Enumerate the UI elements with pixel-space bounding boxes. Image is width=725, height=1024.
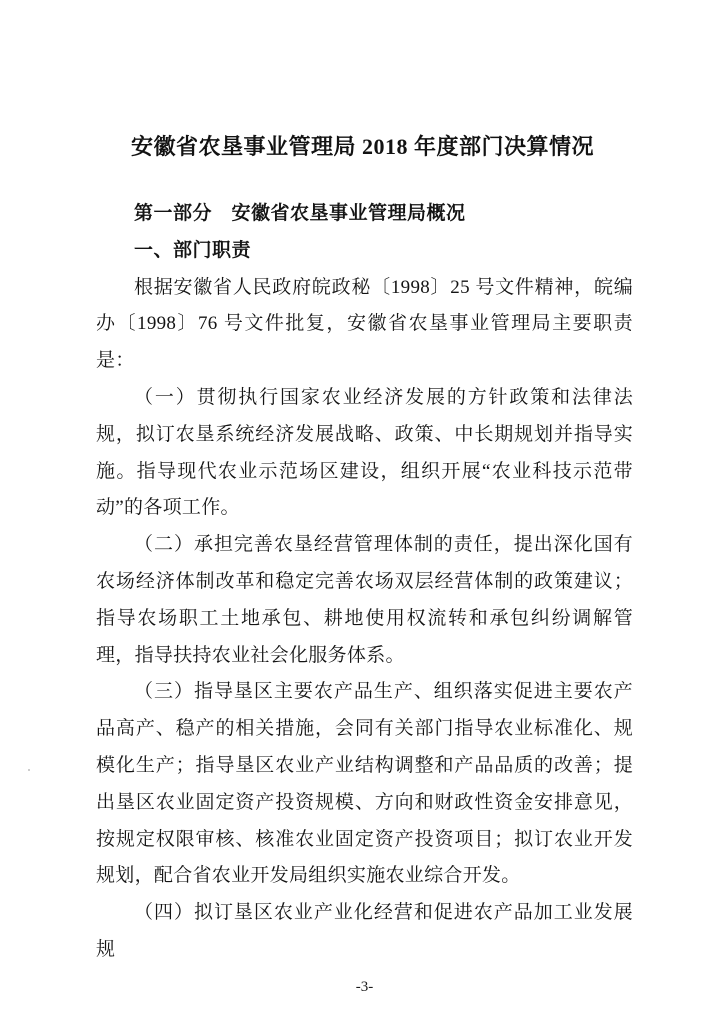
paragraph-duty-4-partial: （四）拟订垦区农业产业化经营和促进农产品加工业发展规 (96, 902, 633, 960)
section-heading: 第一部分 安徽省农垦事业管理局概况 (134, 203, 466, 224)
paragraph-intro: 根据安徽省人民政府皖政秘〔1998〕25 号文件精神，皖编办〔1998〕76 号文件批复，安徽省农垦事业管理局主要职责是： (96, 276, 633, 372)
document-body (0, 196, 725, 1006)
paragraph-duty-2: （二）承担完善农垦经营管理体制的责任，提出深化国有农场经济体制改革和稳定完善农场双层经营体制的政策建议；指导农场职工土地承包、耕地使用权流转和承包纠纷调解管理，指导扶持农业社会化服务体系。 (96, 534, 633, 666)
scan-artifact-speck (28, 769, 30, 771)
subsection-heading: 一、部门职责 (134, 239, 252, 261)
paragraph-duty-1: （一）贯彻执行国家农业经济发展的方针政策和法律法规，拟订农垦系统经济发展战略、政策、中长期规划并指导实施。指导现代农业示范场区建设，组织开展“农业科技示范带动”的各项工作。 (96, 386, 633, 519)
paragraph-duty-3: （三）指导垦区主要农产品生产、组织落实促进主要农产品高产、稳产的相关措施，会同有关部门指导农业标准化、规模化生产；指导垦区农业产业结构调整和产品品质的改善；提出垦区农业固定资产投资规模、方向和财政性资金安排意见，按规定权限审核、核准农业固定资产投资项目；拟订农业开发规划，配合省农业开发局组织实施农业综合开发。 (96, 681, 633, 887)
document-title: 安徽省农垦事业管理局 2018 年度部门决算情况 (130, 134, 594, 159)
page-number: -3- (355, 978, 374, 995)
